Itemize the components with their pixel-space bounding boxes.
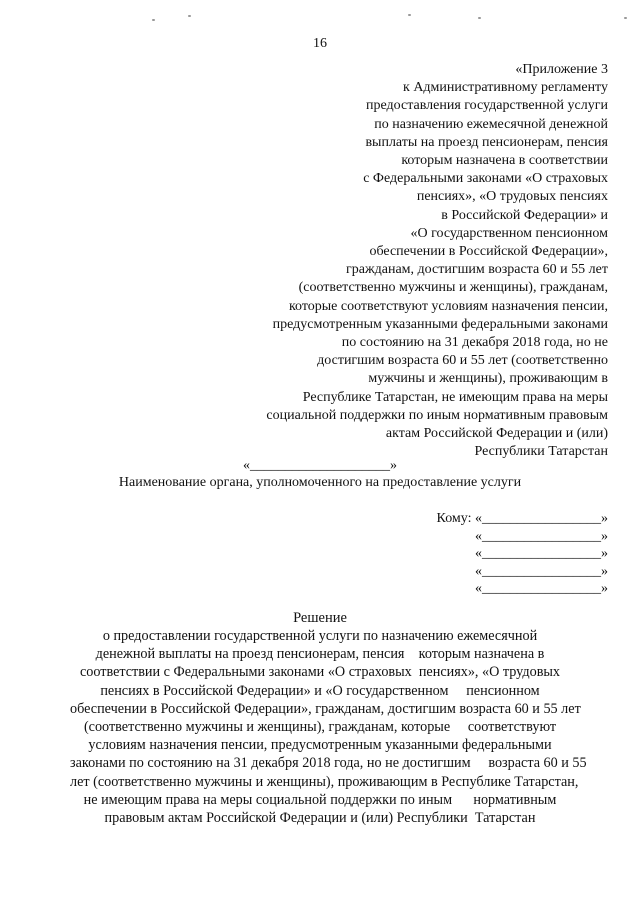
appendix-line: в Российской Федерации» и	[441, 207, 608, 223]
decision-line: правовым актам Российской Федерации и (или) Республики Татарстан	[104, 810, 536, 827]
appendix-line: социальной поддержки по иным нормативным правовым	[266, 407, 608, 423]
decision-line: условиям назначения пенсии, предусмотренным указанными федеральными	[88, 737, 552, 754]
scan-speck	[152, 19, 155, 21]
decision-line: (соответственно мужчины и женщины), гражданам, которые соответствуют	[83, 719, 557, 736]
decision-body	[70, 627, 587, 827]
recipient-line: Кому: «_________________»	[436, 511, 608, 526]
appendix-line: мужчины и женщины), проживающим в	[368, 371, 608, 387]
scan-speck	[188, 15, 191, 17]
appendix-line: (соответственно мужчины и женщины), гражданам,	[298, 280, 608, 296]
decision-line: законами по состоянию на 31 декабря 2018 года, но не достигшим возраста 60 и 55	[70, 755, 587, 772]
appendix-line: Республике Татарстан, не имеющим права на меры	[302, 389, 608, 405]
appendix-line: по состоянию на 31 декабря 2018 года, но не	[341, 335, 608, 351]
recipient-block	[368, 510, 608, 598]
appendix-line: пенсиях», «О трудовых пенсиях	[416, 189, 608, 205]
appendix-line: Республики Татарстан	[474, 444, 608, 460]
recipient-line: «_________________»	[475, 546, 608, 561]
scan-speck	[478, 17, 481, 19]
appendix-line: к Административному регламенту	[403, 80, 608, 96]
authority-name-label: Наименование органа, уполномоченного на предоставление услуги	[118, 475, 522, 490]
appendix-line: гражданам, достигшим возраста 60 и 55 лет	[346, 262, 608, 278]
appendix-line: обеспечении в Российской Федерации»,	[369, 244, 608, 260]
appendix-line: предусмотренным указанными федеральными законами	[272, 316, 608, 332]
scan-speck	[408, 14, 411, 16]
decision-line: не имеющим права на меры социальной поддержки по иным нормативным	[83, 791, 557, 808]
page-number: 16	[313, 36, 327, 51]
recipient-line: «_________________»	[475, 581, 608, 596]
appendix-line: с Федеральными законами «О страховых	[363, 171, 608, 187]
decision-title: Решение	[293, 610, 347, 626]
appendix-line: по назначению ежемесячной денежной	[374, 116, 608, 132]
decision-line: пенсиях в Российской Федерации» и «О государственном пенсионном	[100, 682, 540, 699]
decision-line: соответствии с Федеральными законами «О страховых пенсиях», «О трудовых	[79, 664, 561, 681]
appendix-line: достигшим возраста 60 и 55 лет (соответственно	[317, 353, 608, 369]
appendix-line: которые соответствуют условиям назначения пенсии,	[288, 298, 608, 314]
recipient-line: «_________________»	[475, 563, 608, 579]
decision-line: лет (соответственно мужчины и женщины), проживающим в Республике Татарстан,	[70, 773, 579, 790]
scan-speck	[624, 17, 627, 19]
appendix-line: предоставления государственной услуги	[366, 98, 608, 114]
appendix-line: «Приложение 3	[515, 62, 608, 77]
decision-line: денежной выплаты на проезд пенсионерам, пенсия которым назначена в	[95, 646, 545, 663]
appendix-line: которым назначена в соответствии	[401, 153, 608, 169]
recipient-line: «_________________»	[475, 528, 608, 544]
decision-line: обеспечении в Российской Федерации», гражданам, достигшим возраста 60 и 55 лет	[70, 700, 581, 717]
authority-name-blank: «____________________»	[243, 458, 397, 473]
appendix-line: выплаты на проезд пенсионерам, пенсия	[365, 134, 608, 150]
appendix-header	[248, 61, 608, 461]
appendix-line: «О государственном пенсионном	[410, 225, 608, 241]
decision-line: о предоставлении государственной услуги по назначению ежемесячной	[102, 628, 538, 644]
appendix-line: актам Российской Федерации и (или)	[385, 426, 608, 442]
